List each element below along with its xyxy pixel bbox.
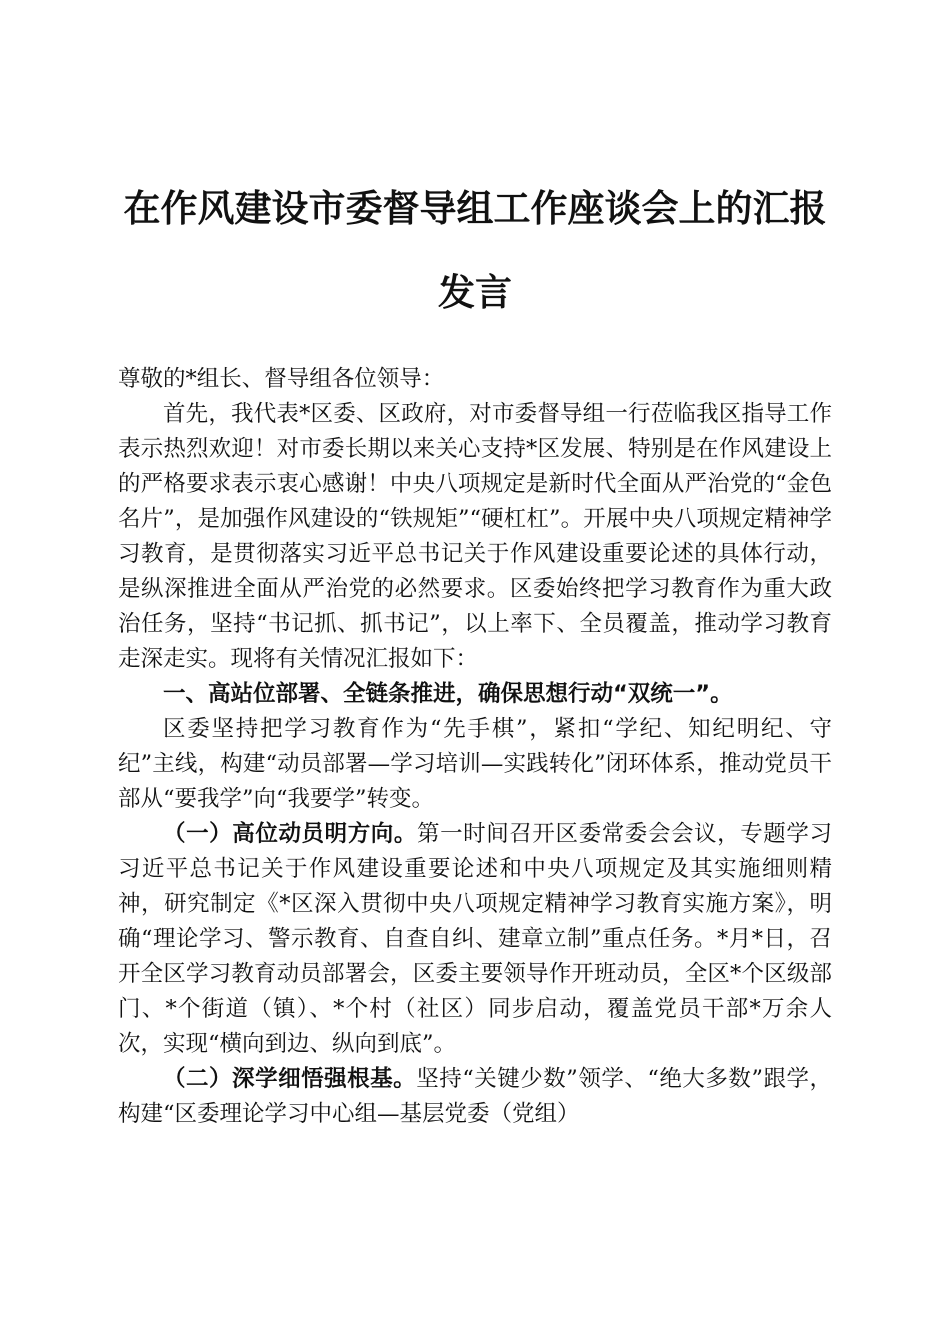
subsection-2-heading: （二）深学细悟强根基。: [163, 1066, 417, 1092]
document-title: 在作风建设市委督导组工作座谈会上的汇报发言: [123, 186, 827, 314]
salutation: 尊敬的*组长、督导组各位领导：: [118, 366, 445, 392]
section-heading: [118, 677, 832, 712]
subsection-2-body: 坚持“关键少数”领学、“绝大多数”跟学，构建“区委理论学习中心组—基层党委（党组）: [118, 1066, 832, 1127]
subsection-2-paragraph: [118, 1062, 832, 1132]
document-body: [118, 362, 832, 1132]
section-1-paragraph: 区委坚持把学习教育作为“先手棋”，紧扣“学纪、知纪明纪、守纪”主线，构建“动员部署—学习培训—实践转化”闭环体系，推动党员干部从“要我学”向“我要学”转变。: [118, 716, 832, 812]
intro-paragraph: 首先，我代表*区委、区政府，对市委督导组一行莅临我区指导工作表示热烈欢迎！对市委长期以来关心支持*区发展、特别是在作风建设上的严格要求表示衷心感谢！中央八项规定是新时代全面从严治党的“金色名片”，是加强作风建设的“铁规矩”“硬杠杠”。开展中央八项规定精神学习教育，是贯彻落实习近平总书记关于作风建设重要论述的具体行动，是纵深推进全面从严治党的必然要求。区委始终把学习教育作为重大政治任务，坚持“书记抓、抓书记”，以上率下、全员覆盖，推动学习教育走深走实。现将有关情况汇报如下：: [118, 401, 832, 672]
subsection-1-paragraph: [118, 817, 832, 1062]
section-1-heading: 一、高站位部署、全链条推进，确保思想行动“双统一”。: [163, 681, 733, 707]
subsection-1-heading: （一）高位动员明方向。: [163, 821, 417, 847]
subsection-1-body: 第一时间召开区委常委会会议，专题学习习近平总书记关于作风建设重要论述和中央八项规定及其实施细则精神，研究制定《*区深入贯彻中央八项规定精神学习教育实施方案》，明确“理论学习、警示教育、自查自纠、建章立制”重点任务。*月*日，召开全区学习教育动员部署会，区委主要领导作开班动员，全区*个区级部门、*个街道（镇）、*个村（社区）同步启动，覆盖党员干部*万余人次，实现“横向到边、纵向到底”。: [118, 821, 832, 1057]
